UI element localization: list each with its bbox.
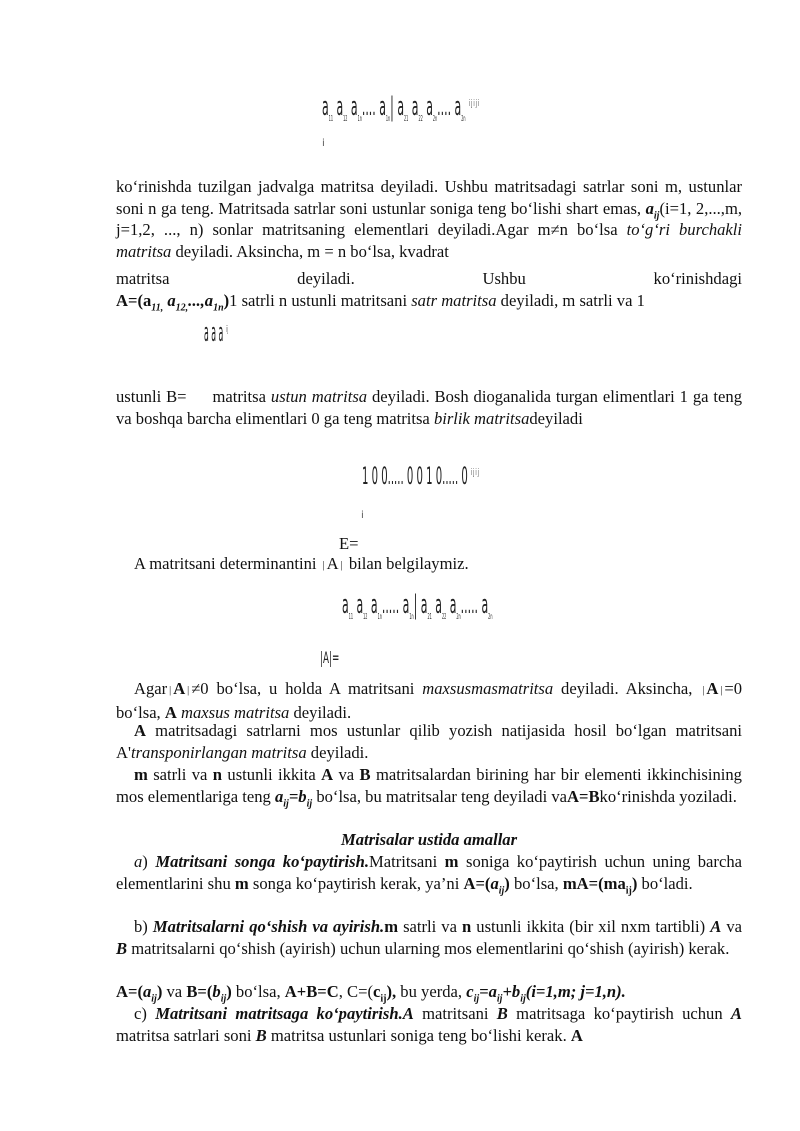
matrix-tail: i j i j i bbox=[468, 99, 480, 109]
matrix-glyph: a bbox=[411, 92, 419, 122]
text: matritsalarni qo‘shish (ayirish) uchun ularning mos elementlarini qo‘shish (ayirish) kerak. bbox=[127, 938, 730, 958]
matrix-sub: 2n bbox=[488, 612, 493, 621]
matrix-sub: 21 bbox=[404, 114, 409, 123]
paragraph-determinant: A matritsani determinantini | A | bilan belgilaymiz. bbox=[116, 553, 742, 577]
subheading-multiplication: Matritsani matritsaga ko‘paytirish. bbox=[155, 1004, 403, 1023]
matrix-dots: .... bbox=[437, 92, 452, 122]
equality-formula: $a_{ij}=b_{ij}$ bbox=[274, 786, 313, 809]
subheading-scalar: Matritsani songa ko‘paytirish. bbox=[155, 852, 369, 871]
text: ustunli B= bbox=[116, 387, 187, 406]
matrix-sub: 12 bbox=[343, 114, 348, 123]
text: A bbox=[326, 554, 339, 573]
matrix-glyph: a bbox=[356, 590, 364, 620]
text: n bbox=[462, 917, 472, 936]
text: va bbox=[333, 765, 360, 784]
matrix-sub: 22 bbox=[418, 114, 423, 123]
text: songa ko‘paytirish kerak, ya’ni bbox=[248, 873, 464, 893]
matrix-tail: i j i j bbox=[470, 468, 479, 478]
matrix-glyph: a bbox=[322, 92, 329, 122]
paragraph-equality bbox=[116, 764, 742, 807]
text: A bbox=[570, 1025, 583, 1045]
matrix-column-figure bbox=[204, 318, 228, 348]
matrix-glyph: a bbox=[370, 590, 378, 620]
text: B bbox=[255, 1025, 267, 1045]
matrix-unit-figure bbox=[362, 462, 479, 490]
matrix-glyph: a bbox=[402, 590, 410, 620]
text: va bbox=[162, 982, 187, 1001]
text: A bbox=[710, 917, 722, 936]
term-unit-matrix: birlik matritsa bbox=[433, 408, 530, 428]
text: bu yerda, bbox=[396, 982, 467, 1001]
text: B bbox=[116, 938, 128, 958]
text: matritsa ustunlari soniga teng bo‘lishi kerak. bbox=[266, 1025, 571, 1045]
matrix-bottom-mark: i bbox=[322, 138, 325, 149]
text: matritsa satrlari soni bbox=[116, 1025, 256, 1045]
term-singular-matrix: maxsus matritsa bbox=[181, 702, 290, 722]
matrix-glyph: a bbox=[336, 92, 344, 122]
matrix-dots: ..... bbox=[460, 590, 479, 620]
matrix-sub: 11 bbox=[328, 114, 333, 123]
matrix-glyph: a bbox=[426, 92, 433, 122]
text: deyiladi. Bosh dioganalida turgan elimentlari 1 ga teng va boshqa barcha elimentlari 0 ga teng matritsa bbox=[116, 387, 742, 428]
text: matritsadagi satrlarni mos ustunlar qilib yozish natijasida hosil bo‘lgan matritsani A' bbox=[116, 721, 742, 762]
matrix-glyph: a bbox=[449, 590, 457, 620]
matrix-sub: 1n bbox=[385, 114, 391, 123]
matrix-glyph: a bbox=[454, 92, 462, 122]
term-transposed-matrix: transponirlangan matritsa bbox=[130, 742, 307, 762]
text: bo‘lsa, bbox=[509, 873, 563, 893]
matrix-sub: 1n bbox=[377, 612, 382, 621]
text: m bbox=[444, 852, 459, 871]
text: =0 bo‘lsa, bbox=[116, 679, 742, 722]
term-column-matrix: ustun matritsa bbox=[270, 387, 368, 406]
text: Matritsani bbox=[368, 852, 445, 871]
unit-matrix-label: E= bbox=[339, 534, 359, 553]
text: a bbox=[134, 852, 143, 871]
row-matrix-formula: $A=(a_{11,}$ $a_{12,}...,a_{1n}$) bbox=[116, 291, 230, 314]
matrix-sub: 21 bbox=[427, 612, 432, 621]
text: ko‘rinishda yoziladi. bbox=[599, 786, 737, 806]
text: va bbox=[721, 917, 742, 936]
matrix-sub: 22 bbox=[441, 612, 447, 621]
matrix-sub: 1n bbox=[357, 114, 362, 123]
matrix-general-figure: $a_{11}$ $a_{12}$ $a_{1n}$.... $a_{1n}|$ $a_{21}$ $a_{22}$ $a_{2n}$.... $a_{2n}$ $^{i j i j i}$ bbox=[322, 92, 480, 123]
text: deyiladi. bbox=[289, 702, 352, 722]
matrix-glyph: a bbox=[435, 590, 442, 620]
text: A bbox=[730, 1004, 742, 1023]
text: ko‘rinishda tuzilgan jadvalga matritsa deyiladi. Ushbu matritsadagi satrlar soni m, ustunlar soni n ga teng. Matritsada satrlar soni ustunlar soniga teng bo‘lishi shart emas, bbox=[116, 177, 742, 218]
matrix-sub: 12 bbox=[363, 612, 368, 621]
text: matritsani bbox=[413, 1004, 497, 1023]
text: matritsa bbox=[116, 269, 170, 288]
text: matritsa bbox=[212, 387, 271, 406]
text: A+B=C bbox=[284, 982, 339, 1001]
formula-a: $A=(a_{ij})$ bbox=[116, 982, 163, 1005]
paragraph-row-matrix bbox=[116, 290, 742, 312]
paragraph-scalar-multiplication bbox=[116, 851, 742, 894]
paragraph-addition bbox=[116, 916, 742, 959]
text: bo‘lsa, bu matritsalar teng deyiladi va bbox=[312, 786, 567, 806]
text: A bbox=[134, 721, 146, 740]
text: satrli va bbox=[398, 917, 462, 936]
text: A bbox=[706, 679, 719, 698]
text: (i=1, 2,...,m, j=1,2, ..., n) sonlar matritsaning elementlari deyiladi.Agar m≠n bo‘lsa bbox=[116, 198, 742, 239]
text: bilan belgilaymiz. bbox=[348, 554, 469, 573]
text: , C=( bbox=[338, 982, 373, 1001]
paragraph-matrix-multiplication bbox=[116, 1003, 742, 1046]
formula-a: $A=(a_{ij})$ bbox=[463, 873, 510, 896]
text: n bbox=[212, 765, 223, 784]
term-row-matrix: satr matritsa bbox=[411, 291, 497, 310]
text: deyiladi, m satrli va 1 bbox=[496, 291, 645, 310]
matrix-entries: 1 0 0..... 0 0 1 0..... 0 bbox=[362, 462, 468, 490]
paragraph-line-justified bbox=[116, 268, 742, 290]
matrix-sub: 11 bbox=[348, 612, 353, 621]
text: soniga ko‘paytirish uchun uning barcha elementlarini shu bbox=[116, 852, 742, 893]
matrix-dots: ..... bbox=[381, 590, 400, 620]
matrix-sub: 1n bbox=[409, 612, 414, 621]
text: A matritsani determinantini bbox=[134, 554, 317, 573]
text: m bbox=[134, 765, 148, 784]
text: deyiladi. bbox=[297, 269, 355, 288]
matrix-glyph: a bbox=[481, 590, 489, 620]
text: deyiladi. Aksincha, m = n bo‘lsa, kvadrat bbox=[171, 241, 449, 261]
text: matritsalardan birining har bir elementi ikkinchisining mos elementlariga teng bbox=[116, 765, 742, 806]
section-heading: Matrisalar ustida amallar bbox=[340, 830, 518, 849]
matrix-glyph: a bbox=[342, 590, 349, 620]
matrix-glyph: a bbox=[379, 92, 386, 122]
text: 1 satrli n ustunli matritsani bbox=[229, 291, 412, 310]
matrix-glyph: a bbox=[420, 590, 428, 620]
text: b) bbox=[134, 917, 153, 936]
matrix-bottom-mark: i bbox=[361, 510, 364, 521]
text: bo‘lsa, bbox=[231, 982, 285, 1001]
text: deyiladi. bbox=[306, 742, 369, 762]
subheading-addition: Matritsalarni qo‘shish va ayirish. bbox=[152, 917, 385, 936]
paragraph-addition-formula bbox=[116, 981, 742, 1003]
text: B bbox=[496, 1004, 508, 1023]
matrix-determinant-figure: $a_{11}$ $a_{12}$ $a_{1n}$..... $a_{1n}|$ $a_{21}$ $a_{22}$ $a_{2n}$..... $a_{2n}$ bbox=[342, 590, 493, 621]
term-rectangular-matrix: to‘g‘ri burchakli matritsa bbox=[116, 220, 742, 261]
text: deyiladi. Aksincha, bbox=[553, 679, 693, 698]
paragraph-column-matrix bbox=[116, 386, 742, 429]
text: Agar bbox=[134, 679, 168, 698]
text: A bbox=[173, 679, 186, 698]
text: A bbox=[402, 1004, 414, 1023]
determinant-label: |A|= bbox=[320, 648, 340, 667]
text: satrli va bbox=[147, 765, 213, 784]
matrix-glyph: a a a bbox=[204, 318, 224, 348]
text: B bbox=[359, 765, 371, 784]
text: bo‘ladi. bbox=[637, 873, 693, 893]
text: Ushbu bbox=[482, 269, 526, 288]
matrix-dots: .... bbox=[361, 92, 376, 122]
text: ustunli ikkita bbox=[222, 765, 322, 784]
text: ≠0 bo‘lsa, u holda A matritsani bbox=[191, 679, 423, 698]
text: m bbox=[234, 873, 249, 893]
matrix-tail: i j bbox=[225, 325, 229, 335]
text: m bbox=[384, 917, 399, 936]
text: ko‘rinishdagi bbox=[653, 269, 743, 288]
matrix-glyph: a bbox=[397, 92, 405, 122]
text: ) bbox=[142, 852, 156, 871]
text: matritsaga ko‘paytirish uchun bbox=[507, 1004, 731, 1023]
formula-sum: $c_{ij}=a_{ij}+b_{ij}(i=1,m$; j=1,n). bbox=[466, 982, 626, 1005]
matrix-glyph: a bbox=[350, 92, 358, 122]
formula-ma: $mA=(ma_{ij})$ bbox=[562, 873, 638, 896]
text: A bbox=[321, 765, 334, 784]
text: c) bbox=[134, 1004, 156, 1023]
text: A=B bbox=[567, 786, 600, 806]
formula-b: $B=(b_{ij})$ bbox=[186, 982, 232, 1005]
matrix-sub: 2n bbox=[432, 114, 438, 123]
text: ustunli ikkita (bir xil nxm tartibli) bbox=[471, 917, 711, 936]
formula-c: $c_{ij}$), bbox=[372, 982, 397, 1005]
matrix-sub: 2n bbox=[461, 114, 466, 123]
term-nonsingular-matrix: maxsusmasmatritsa bbox=[422, 679, 554, 698]
text: deyiladi bbox=[529, 408, 583, 428]
matrix-sub: 2n bbox=[456, 612, 461, 621]
paragraph-nonsingular: Agar | A | ≠0 bo‘lsa, u holda A matritsani maxsusmasmatritsa deyiladi. Aksincha, | A | =0 bo‘lsa, A maxsus matritsa deyiladi. bbox=[116, 679, 742, 722]
text: A bbox=[164, 702, 177, 722]
paragraph-transpose bbox=[116, 720, 742, 763]
paragraph-matrix-definition bbox=[116, 176, 742, 262]
element-aij: $a_{ij}$ bbox=[645, 198, 660, 221]
